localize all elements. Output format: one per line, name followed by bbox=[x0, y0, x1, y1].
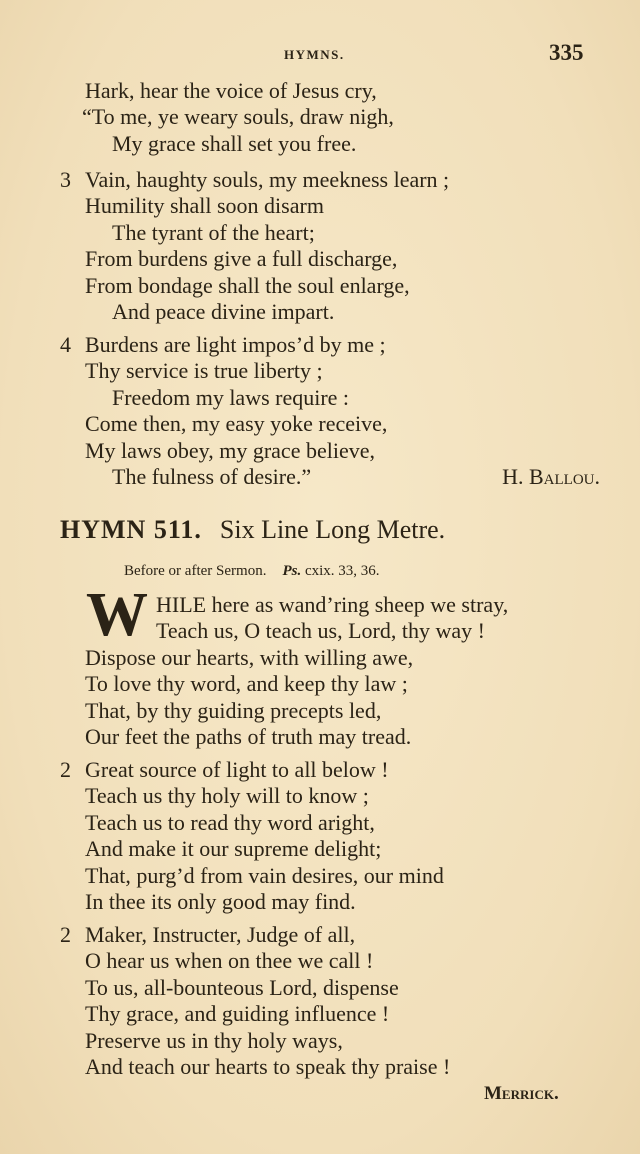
verse-line: The fulness of desire.” bbox=[112, 463, 312, 489]
hymn-occasion: Before or after Sermon. bbox=[124, 563, 267, 579]
verse-line: That, purg’d from vain desires, our mind bbox=[85, 862, 444, 888]
scripture-abbrev: Ps. bbox=[282, 563, 302, 579]
verse-line: Great source of light to all below ! bbox=[85, 757, 389, 782]
verse-line: Vain, haughty souls, my meekness learn ; bbox=[85, 167, 450, 192]
stanza-continued bbox=[60, 78, 600, 157]
verse-line: Teach us to read thy word aright, bbox=[85, 809, 375, 835]
hymn-subtitle bbox=[124, 563, 380, 580]
verse-line: And make it our supreme delight; bbox=[85, 836, 382, 862]
hymn-heading bbox=[60, 515, 445, 545]
verse-line: Humility shall soon disarm bbox=[85, 193, 324, 219]
verse-line: My laws obey, my grace believe, bbox=[85, 437, 375, 463]
hymn-511-stanza-1 bbox=[60, 581, 600, 750]
stanza-number: 2 bbox=[60, 922, 71, 947]
author-attribution: H. Ballou. bbox=[502, 463, 600, 489]
stanza-4 bbox=[60, 332, 600, 490]
verse-line: Teach us, O teach us, Lord, thy way ! bbox=[156, 618, 485, 644]
page-number: 335 bbox=[549, 40, 584, 65]
author-attribution: Merrick. bbox=[484, 1083, 559, 1104]
verse-line: From burdens give a full discharge, bbox=[85, 246, 398, 272]
verse-line: Burdens are light impos’d by me ; bbox=[85, 332, 386, 357]
hymn-511-stanza-3 bbox=[60, 922, 600, 1080]
verse-line: Thy grace, and guiding influence ! bbox=[85, 1001, 390, 1027]
verse-line: Teach us thy holy will to know ; bbox=[85, 783, 369, 809]
verse-line: O hear us when on thee we call ! bbox=[85, 948, 374, 974]
hymn-511-stanza-2 bbox=[60, 757, 600, 915]
hymn-metre: Six Line Long Metre. bbox=[219, 515, 446, 544]
stanza-number: 3 bbox=[60, 167, 71, 192]
verse-line: Dispose our hearts, with willing awe, bbox=[85, 644, 414, 670]
stanza-3 bbox=[60, 167, 600, 325]
verse-line: Preserve us in thy holy ways, bbox=[85, 1027, 343, 1053]
verse-line: Thy service is true liberty ; bbox=[85, 358, 323, 384]
verse-line: My grace shall set you free. bbox=[112, 130, 357, 156]
verse-line: Maker, Instructer, Judge of all, bbox=[85, 922, 356, 947]
verse-line: In thee its only good may find. bbox=[85, 888, 356, 914]
verse-line: Freedom my laws require : bbox=[112, 384, 350, 410]
stanza-number: 4 bbox=[60, 332, 71, 357]
scripture-reference: cxix. 33, 36. bbox=[304, 563, 380, 579]
verse-line: Come then, my easy yoke receive, bbox=[85, 411, 388, 437]
drop-cap: W bbox=[86, 581, 148, 649]
verse-line: From bondage shall the soul enlarge, bbox=[85, 272, 410, 298]
running-head: HYMNS. bbox=[284, 47, 345, 62]
verse-line: The tyrant of the heart; bbox=[112, 219, 315, 245]
verse-line: Hark, hear the voice of Jesus cry, bbox=[85, 78, 377, 103]
verse-line: And peace divine impart. bbox=[112, 298, 335, 324]
stanza-number: 2 bbox=[60, 757, 71, 782]
verse-line: “To me, ye weary souls, draw nigh, bbox=[82, 104, 394, 130]
hymn-number: HYMN 511. bbox=[60, 515, 202, 544]
verse-line: HILE here as wand’ring sheep we stray, bbox=[156, 592, 509, 617]
verse-line: That, by thy guiding precepts led, bbox=[85, 697, 382, 723]
verse-line: Our feet the paths of truth may tread. bbox=[85, 723, 412, 749]
verse-line: And teach our hearts to speak thy praise ! bbox=[85, 1053, 451, 1079]
verse-line: To us, all-bounteous Lord, dispense bbox=[85, 974, 399, 1000]
verse-line: To love thy word, and keep thy law ; bbox=[85, 671, 408, 697]
